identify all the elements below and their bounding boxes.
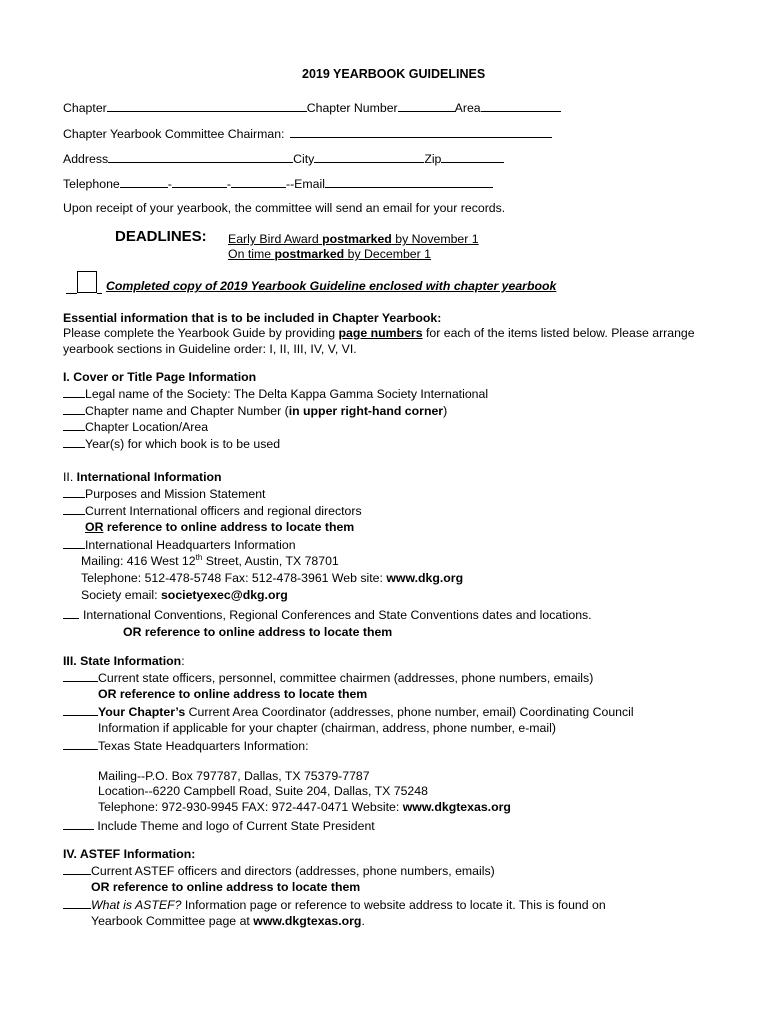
telephone-label: Telephone <box>63 177 120 191</box>
section-3-colon: : <box>181 654 185 668</box>
essential-line-1 <box>63 325 695 341</box>
section-3-item-2 <box>63 703 634 720</box>
address-line <box>63 150 504 167</box>
section-2-item-1 <box>63 485 265 502</box>
section-1-item-4-blank[interactable] <box>63 435 85 448</box>
section-4-item-2-text: Information page or reference to website address to locate it. This is found on <box>181 898 606 912</box>
essential-heading: Essential information that is to be included in Chapter Yearbook: <box>63 311 442 325</box>
email-field[interactable] <box>325 175 493 188</box>
address-label: Address <box>63 152 109 166</box>
section-3-item-3 <box>63 737 309 754</box>
state-website[interactable]: www.dkgtexas.org <box>402 800 511 814</box>
state-location: Location--6220 Campbell Road, Suite 204, Dallas, TX 75248 <box>98 784 428 798</box>
early-bird-postmarked: postmarked <box>322 232 392 246</box>
completed-copy-statement: Completed copy of 2019 Yearbook Guideline enclosed with chapter yearbook <box>106 279 557 293</box>
intl-mailing-sup: th <box>195 552 203 562</box>
intl-email[interactable]: societyexec@dkg.org <box>160 588 288 602</box>
section-2-numeral: II. <box>63 470 77 484</box>
on-time-date: by December 1 <box>344 247 431 261</box>
section-2-item-2-text: Current International officers and regional directors <box>85 504 362 518</box>
on-time-deadline <box>228 246 431 262</box>
page-title: 2019 YEARBOOK GUIDELINES <box>302 67 486 81</box>
section-2-heading <box>63 469 222 485</box>
section-2-item-4-blank[interactable] <box>63 606 79 619</box>
chairman-line <box>63 125 552 142</box>
section-4-item-2-question: What is ASTEF? <box>91 898 182 912</box>
section-3-item-1 <box>63 669 593 686</box>
chapter-field[interactable] <box>107 99 307 112</box>
on-time-postmarked: postmarked <box>274 247 345 261</box>
section-1-item-1-blank[interactable] <box>63 385 85 398</box>
section-1-item-3-text: Chapter Location/Area <box>85 420 209 434</box>
section-3-item-1-blank[interactable] <box>63 669 98 682</box>
state-mailing: Mailing--P.O. Box 797787, Dallas, TX 75379-7787 <box>98 769 370 783</box>
state-phone-line <box>98 799 511 815</box>
email-label: --Email <box>285 177 325 191</box>
checkbox-underline-right <box>97 293 102 294</box>
section-3-item-4 <box>63 817 375 834</box>
section-4-item-2 <box>63 896 606 913</box>
intl-mailing-address <box>81 553 339 569</box>
section-2-item-1-text: Purposes and Mission Statement <box>85 487 266 501</box>
intl-phone-text: Telephone: 512-478-5748 Fax: 512-478-3961 Web site: <box>81 571 387 585</box>
intl-website[interactable]: www.dkg.org <box>386 571 464 585</box>
section-4-item-2-cont <box>91 913 365 929</box>
section-2-item-3-blank[interactable] <box>63 536 85 549</box>
section-2-item-2 <box>63 502 362 519</box>
section-3-item-1-text: Current state officers, personnel, committee chairmen (addresses, phone numbers, emails) <box>98 671 594 685</box>
on-time-text: On time <box>228 247 275 261</box>
section-3-or-1: OR reference to online address to locate them <box>98 687 368 701</box>
section-3-item-4-text: Include Theme and logo of Current State President <box>94 819 375 833</box>
section-2-title: International Information <box>76 470 222 484</box>
section-3-item-2-blank[interactable] <box>63 703 98 716</box>
chairman-field[interactable] <box>290 125 552 138</box>
phone-line-field[interactable] <box>231 175 286 188</box>
early-bird-deadline <box>228 231 479 247</box>
essential-line-2: yearbook sections in Guideline order: I, II, III, IV, V, VI. <box>63 342 357 356</box>
early-bird-date: by November 1 <box>391 232 479 246</box>
state-phone-text: Telephone: 972-930-9945 FAX: 972-447-0471 Website: <box>98 800 403 814</box>
section-3-item-2-text: Current Area Coordinator (addresses, phone number, email) Coordinating Council <box>185 705 634 719</box>
section-1-item-2-text: Chapter name and Chapter Number ( <box>85 404 289 418</box>
intl-email-label: Society email: <box>81 588 161 602</box>
completed-copy-checkbox[interactable] <box>77 271 97 293</box>
section-1-item-4-text: Year(s) for which book is to be used <box>85 437 281 451</box>
intl-mailing-post: Street, Austin, TX 78701 <box>202 554 339 568</box>
astef-website[interactable]: www.dkgtexas.org <box>253 914 362 928</box>
section-1-item-3 <box>63 418 208 435</box>
section-2-item-4-text: International Conventions, Regional Conferences and State Conventions dates and locations. <box>83 608 592 622</box>
section-2-or-1-keyword: OR <box>85 520 104 534</box>
checkbox-underline-left <box>66 293 77 294</box>
section-1-heading: I. Cover or Title Page Information <box>63 370 257 384</box>
section-1-item-4 <box>63 435 280 452</box>
essential-line-1-post: for each of the items listed below. Please arrange <box>422 326 695 340</box>
section-4-heading: IV. ASTEF Information: <box>63 847 196 861</box>
section-4-item-2-period: . <box>361 914 365 928</box>
area-label: Area <box>454 101 481 115</box>
section-1-item-1-text: Legal name of the Society: The Delta Kappa Gamma Society International <box>85 387 489 401</box>
section-3-item-4-blank[interactable] <box>63 817 94 830</box>
section-3-item-3-text: Texas State Headquarters Information: <box>98 739 309 753</box>
section-2-item-3-text: International Headquarters Information <box>85 538 296 552</box>
section-4-item-1-text: Current ASTEF officers and directors (addresses, phone numbers, emails) <box>91 864 495 878</box>
phone-dash-1: - <box>167 177 172 191</box>
section-2-or-1-text: reference to online address to locate them <box>103 520 355 534</box>
section-2-or-1 <box>85 519 354 535</box>
page-numbers-emphasis: page numbers <box>338 326 423 340</box>
chapter-label: Chapter <box>63 101 107 115</box>
intl-phone-line <box>81 570 463 586</box>
section-3-heading <box>63 653 185 669</box>
city-field[interactable] <box>314 150 424 163</box>
section-1-item-2-emphasis: in upper right-hand corner <box>288 404 444 418</box>
phone-area-field[interactable] <box>120 175 168 188</box>
section-4-or-1: OR reference to online address to locate them <box>91 880 361 894</box>
section-4-item-2-blank[interactable] <box>63 896 91 909</box>
section-2-or-2: OR reference to online address to locate them <box>123 625 393 639</box>
address-field[interactable] <box>108 150 293 163</box>
section-2-item-4 <box>63 606 592 623</box>
chapter-number-label: Chapter Number <box>306 101 398 115</box>
section-2-item-3 <box>63 536 296 553</box>
section-1-item-2-close: ) <box>443 404 448 418</box>
section-1-item-3-blank[interactable] <box>63 418 85 431</box>
phone-dash-2: - <box>226 177 231 191</box>
phone-prefix-field[interactable] <box>172 175 227 188</box>
section-1-item-2-blank[interactable] <box>63 402 85 415</box>
section-4-item-1-blank[interactable] <box>63 862 91 875</box>
telephone-line <box>63 175 493 192</box>
section-4-item-1 <box>63 862 495 879</box>
chapter-number-field[interactable] <box>398 99 455 112</box>
receipt-note: Upon receipt of your yearbook, the committee will send an email for your records. <box>63 201 506 215</box>
section-1-item-2 <box>63 402 447 419</box>
section-3-title: III. State Information <box>63 654 182 668</box>
essential-line-1-pre: Please complete the Yearbook Guide by providing <box>63 326 339 340</box>
section-2-item-1-blank[interactable] <box>63 485 85 498</box>
section-3-item-2-cont: Information if applicable for your chapter (chairman, address, phone number, e-mail) <box>98 721 556 735</box>
section-2-item-2-blank[interactable] <box>63 502 85 515</box>
early-bird-text: Early Bird Award <box>228 232 323 246</box>
zip-field[interactable] <box>441 150 504 163</box>
deadlines-heading: DEADLINES: <box>115 228 207 245</box>
section-4-item-2-cont-text: Yearbook Committee page at <box>91 914 254 928</box>
chairman-label: Chapter Yearbook Committee Chairman: <box>63 127 285 141</box>
area-field[interactable] <box>481 99 561 112</box>
city-label: City <box>293 152 315 166</box>
chapter-line <box>63 99 561 116</box>
intl-mailing-pre: Mailing: 416 West 12 <box>81 554 196 568</box>
section-3-item-2-emphasis: Your Chapter’s <box>98 705 186 719</box>
zip-label: Zip <box>424 152 442 166</box>
section-1-item-1 <box>63 385 488 402</box>
intl-email-line <box>81 587 288 603</box>
section-3-item-3-blank[interactable] <box>63 737 98 750</box>
